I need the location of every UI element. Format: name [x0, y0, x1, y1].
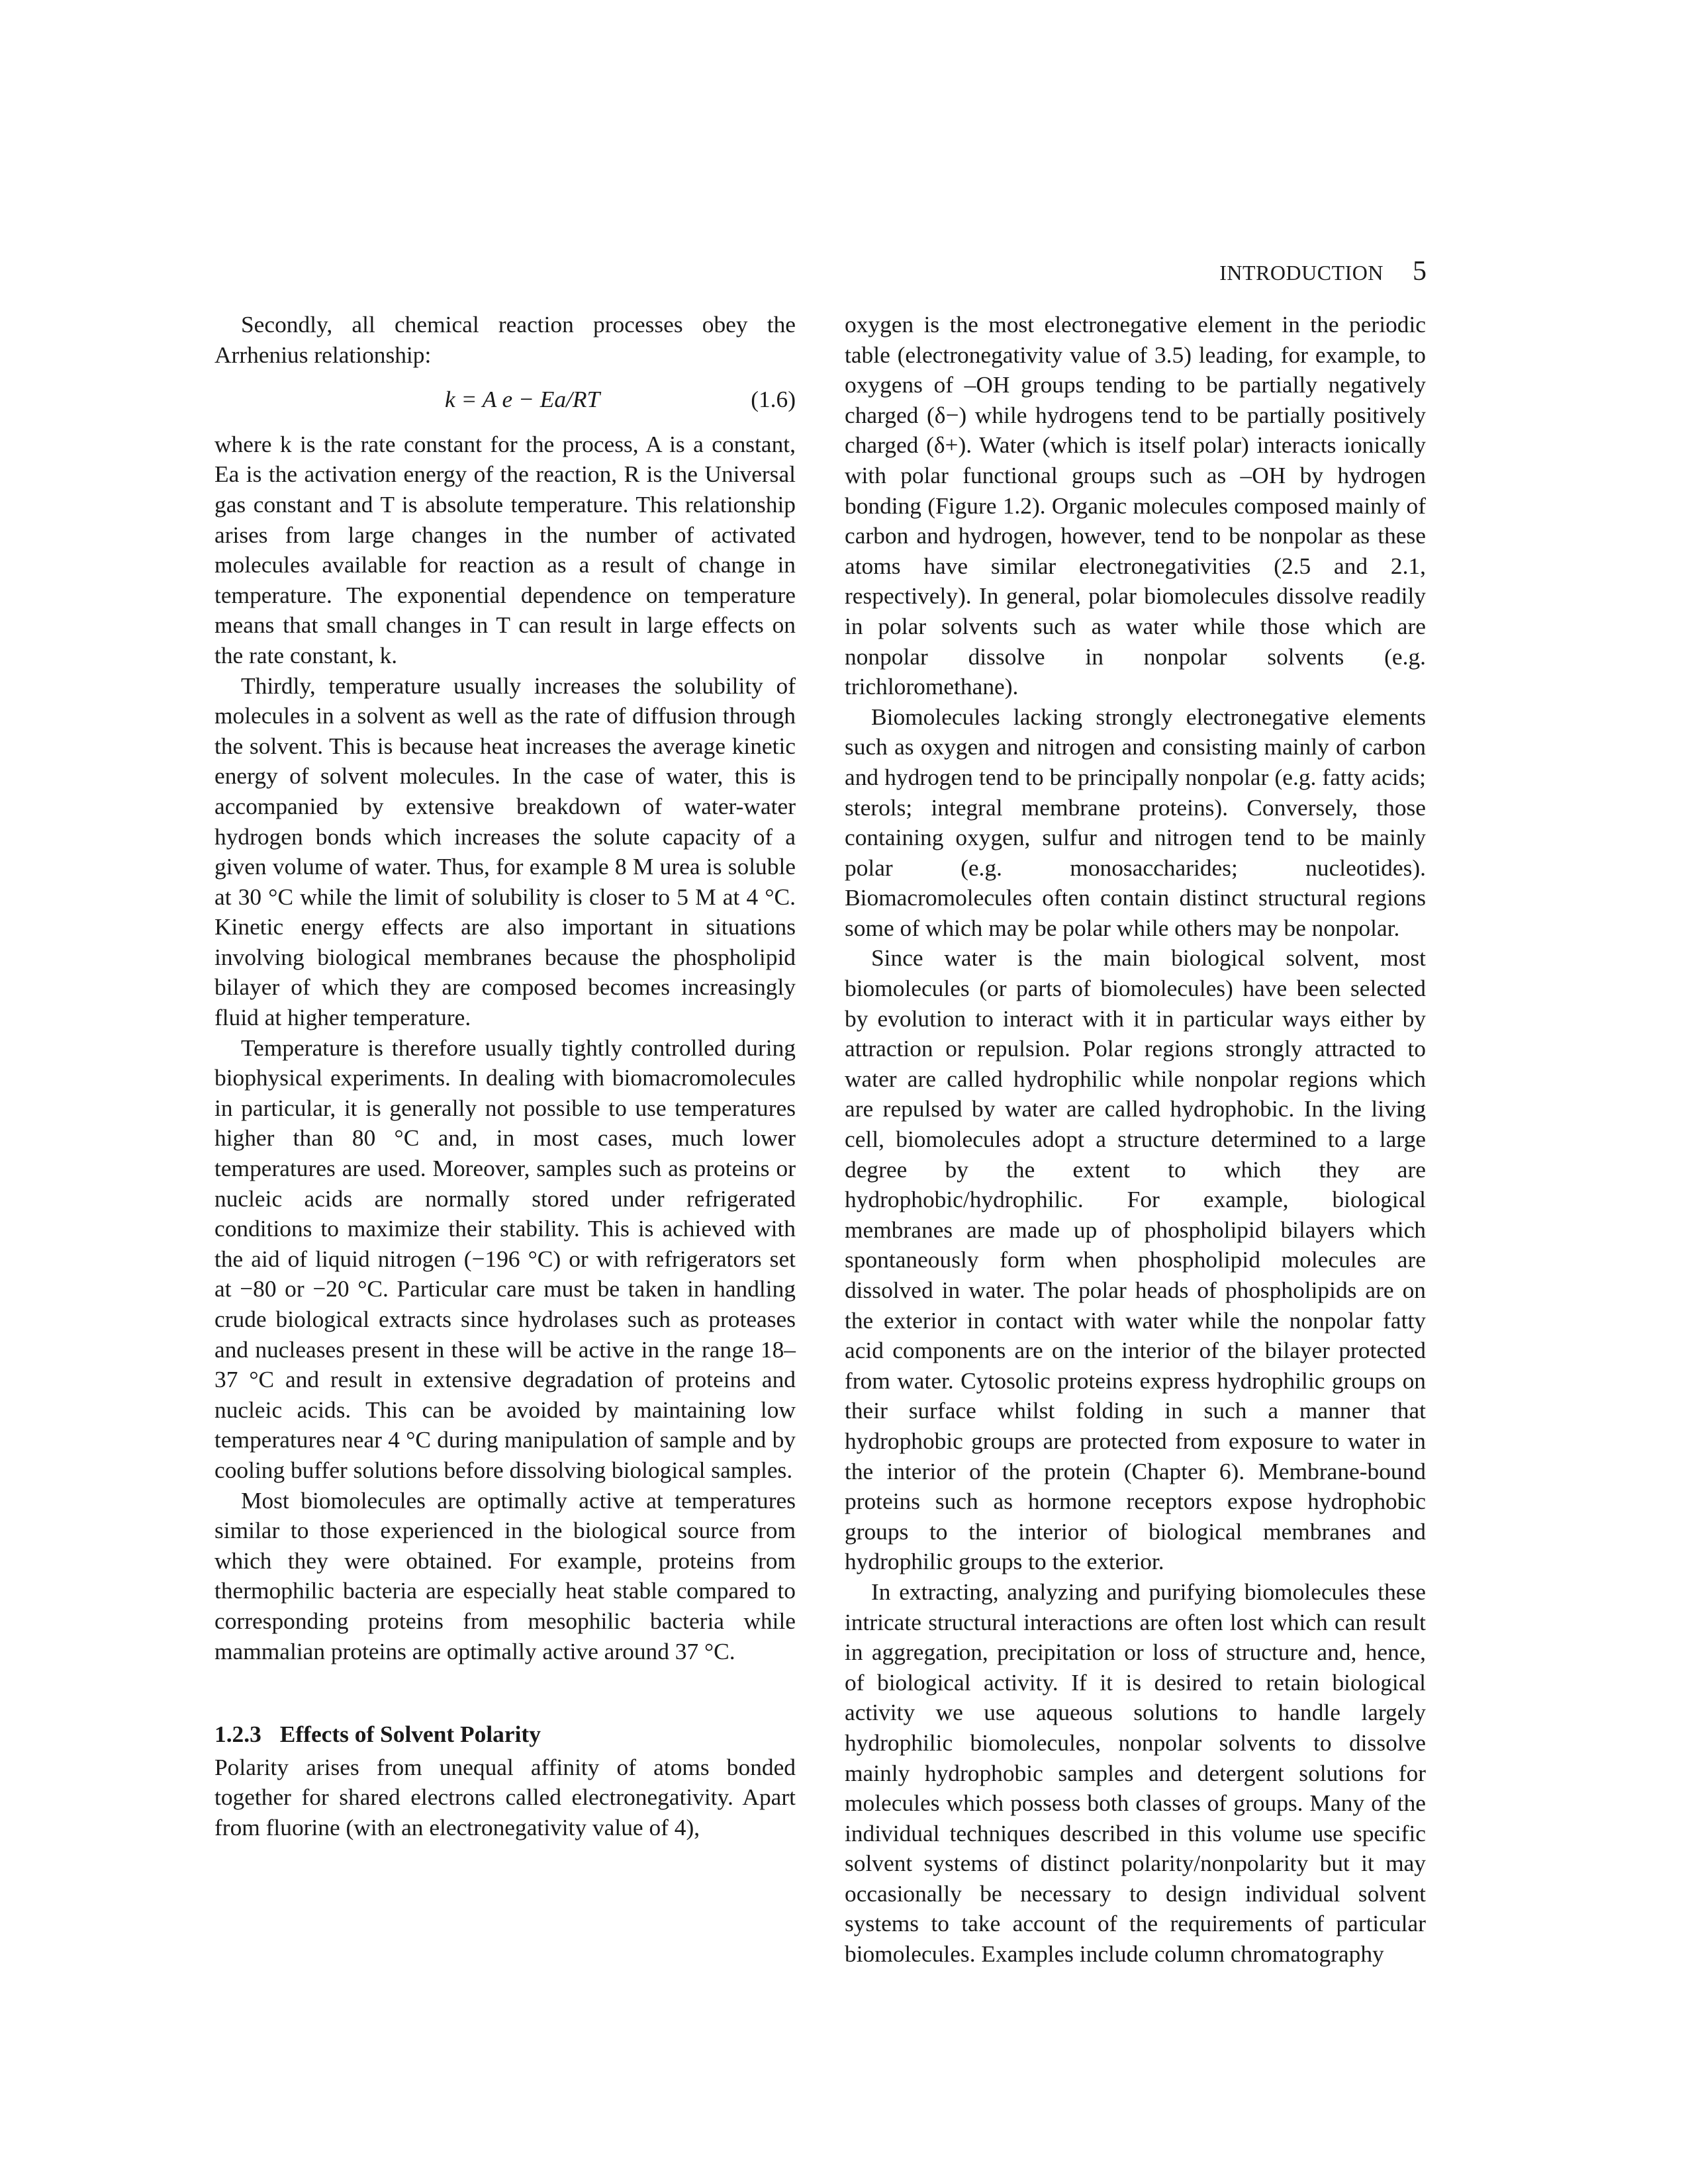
- running-head: [1219, 255, 1427, 287]
- page-number: 5: [1413, 256, 1427, 287]
- section-heading-number: 1.2.3: [214, 1721, 261, 1748]
- paragraph: In extracting, analyzing and purifying biomolecules these intricate structural interactions are often lost which can result in aggregation, precipitation or loss of structure and, hence, of biological activity. If it is desired to retain biological activity we use aqueous solutions to handle largely hydrophilic biomolecules, nonpolar solvents to dissolve mainly hydrophobic samples and detergent solutions for molecules which possess both classes of groups. Many of the individual techniques described in this volume use specific solvent systems of distinct polarity/nonpolarity but it may occasionally be necessary to design individual solvent systems to take account of the requirements of particular biomolecules. Examples include column chromatography: [845, 1578, 1426, 1968]
- paragraph: oxygen is the most electronegative element in the periodic table (electronegativity value of 3.5) leading, for example, to oxygens of –OH groups tending to be partially negatively charged (δ−) while hydrogens tend to be partially positively charged (δ+). Water (which is itself polar) interacts ionically with polar functional groups such as –OH by hydrogen bonding (Figure 1.2). Organic molecules composed mainly of carbon and hydrogen, however, tend to be nonpolar as these atoms have similar electronegativities (2.5 and 2.1, respectively). In general, polar biomolecules dissolve readily in polar solvents such as water while those which are nonpolar dissolve in nonpolar solvents (e.g. trichloromethane).: [845, 311, 1426, 700]
- section-heading: [214, 1719, 796, 1750]
- left-column: [214, 310, 796, 1843]
- paragraph: Thirdly, temperature usually increases the solubility of molecules in a solvent as well as the rate of diffusion through the solvent. This is because heat increases the average kinetic energy of solvent molecules. In the case of water, this is accompanied by extensive breakdown of water-water hydrogen bonds which increases the solute capacity of a given volume of water. Thus, for example 8 M urea is soluble at 30 °C while the limit of solubility is closer to 5 M at 4 °C. Kinetic energy effects are also important in situations involving biological membranes because the phospholipid bilayer of which they are composed becomes increasingly fluid at higher temperature.: [214, 672, 796, 1031]
- paragraph: Since water is the main biological solvent, most biomolecules (or parts of biomolecules) have been selected by evolution to interact with it in particular ways either by attraction or repulsion. Polar regions strongly attracted to water are called hydrophilic while nonpolar regions which are repulsed by water are called hydrophobic. In the living cell, biomolecules adopt a structure determined to a large degree by the extent to which they are hydrophobic/hydrophilic. For example, biological membranes are made up of phospholipid bilayers which spontaneously form when phospholipid molecules are dissolved in water. The polar heads of phospholipids are on the exterior in contact with water while the nonpolar fatty acid components are on the interior of the bilayer protected from water. Cytosolic proteins express hydrophilic groups on their surface whilst folding in such a manner that hydrophobic groups are protected from exposure to water in the interior of the protein (Chapter 6). Membrane-bound proteins such as hormone receptors expose hydrophobic groups to the interior of biological membranes and hydrophilic groups to the exterior.: [845, 944, 1426, 1575]
- equation-body: k = A e − Ea/RT: [444, 386, 600, 413]
- equation-number: (1.6): [751, 386, 796, 413]
- paragraph: Biomolecules lacking strongly electronegative elements such as oxygen and nitrogen and consisting mainly of carbon and hydrogen tend to be principally nonpolar (e.g. fatty acids; sterols; integral membrane proteins). Conversely, those containing oxygen, sulfur and nitrogen tend to be mainly polar (e.g. monosaccharides; nucleotides). Biomacromolecules often contain distinct structural regions some of which may be polar while others may be nonpolar.: [845, 703, 1426, 941]
- paragraph: Temperature is therefore usually tightly controlled during biophysical experiments. In dealing with biomacromolecules in particular, it is generally not possible to use temperatures higher than 80 °C and, in most cases, much lower temperatures are used. Moreover, samples such as proteins or nucleic acids are normally stored under refrigerated conditions to maximize their stability. This is achieved with the aid of liquid nitrogen (−196 °C) or with refrigerators set at −80 or −20 °C. Particular care must be taken in handling crude biological extracts since hydrolases such as proteases and nucleases present in these will be active in the range 18–37 °C and result in extensive degradation of proteins and nucleic acids. This can be avoided by maintaining low temperatures near 4 °C during manipulation of sample and by cooling buffer solutions before dissolving biological samples.: [214, 1034, 796, 1483]
- right-column: [845, 310, 1426, 1970]
- paragraph: where k is the rate constant for the process, A is a constant, Ea is the activation energy of the reaction, R is the Universal gas constant and T is absolute temperature. This relationship arises from large changes in the number of activated molecules available for reaction as a result of change in temperature. The exponential dependence on temperature means that small changes in T can result in large effects on the rate constant, k.: [214, 430, 796, 668]
- paragraph: Most biomolecules are optimally active at temperatures similar to those experienced in the biological source from which they were obtained. For example, proteins from thermophilic bacteria are especially heat stable compared to corresponding proteins from mesophilic bacteria while mammalian proteins are optimally active around 37 °C.: [214, 1486, 796, 1664]
- paragraph: Secondly, all chemical reaction processes obey the Arrhenius relationship:: [214, 311, 796, 368]
- paragraph: Polarity arises from unequal affinity of atoms bonded together for shared electrons called electronegativity. Apart from fluorine (with an electronegativity value of 4),: [214, 1753, 796, 1841]
- section-heading-title: Effects of Solvent Polarity: [279, 1721, 541, 1748]
- equation-1-6: [214, 385, 796, 415]
- running-head-section: INTRODUCTION: [1219, 261, 1383, 285]
